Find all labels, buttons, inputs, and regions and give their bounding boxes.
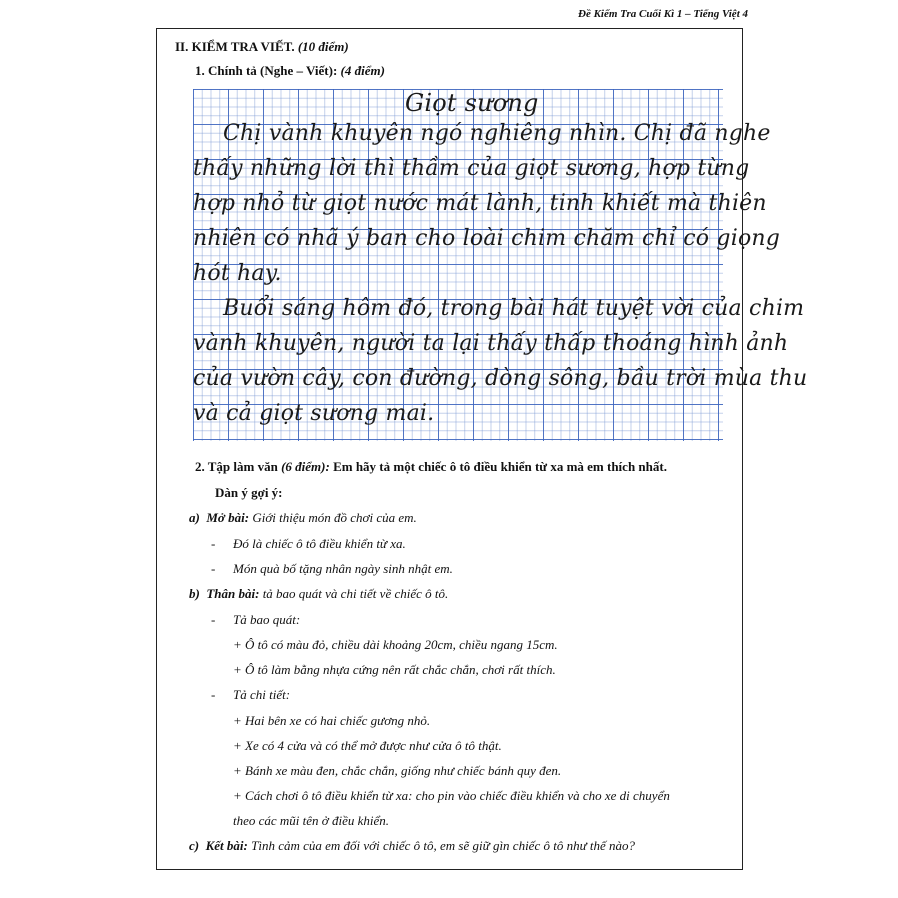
dictation-line: và cả giọt sương mai. bbox=[193, 401, 435, 426]
outline-c-label: Kết bài: bbox=[205, 838, 248, 853]
dash: - bbox=[211, 536, 216, 551]
dictation-line: Buổi sáng hôm đó, trong bài hát tuyệt vời của chim bbox=[223, 296, 805, 321]
outline-a-marker: a) bbox=[189, 510, 200, 525]
outline-b-text: tả bao quát và chi tiết về chiếc ô tô. bbox=[262, 586, 449, 601]
outline-b-detail-item: + Cách chơi ô tô điều khiển từ xa: cho pin vào chiếc điều khiển và cho xe di chuyển bbox=[233, 788, 670, 803]
part1-heading bbox=[195, 63, 385, 79]
dictation-line: vành khuyên, người ta lại thấy thấp thoáng hình ảnh bbox=[193, 331, 789, 356]
outline-b-general-item: + Ô tô làm bằng nhựa cứng nên rất chắc chắn, chơi rất thích. bbox=[233, 662, 556, 677]
outline-a-item: Món quà bố tặng nhân ngày sinh nhật em. bbox=[233, 561, 453, 576]
part2-prompt: Em hãy tả một chiếc ô tô điều khiển từ xa mà em thích nhất. bbox=[333, 459, 667, 474]
dash: - bbox=[211, 612, 216, 627]
part1-points: (4 điểm) bbox=[340, 63, 385, 78]
handwriting-grid bbox=[193, 89, 808, 441]
dash: - bbox=[211, 561, 216, 576]
outline-b-detail-item: theo các mũi tên ở điều khiển. bbox=[233, 813, 390, 828]
page-header: Đề Kiểm Tra Cuối Kì 1 – Tiếng Việt 4 bbox=[578, 8, 748, 20]
section-title-text: II. KIỂM TRA VIẾT. bbox=[175, 39, 295, 54]
exam-page bbox=[156, 28, 808, 870]
outline-b-detail-item: + Xe có 4 cửa và có thể mở được như cửa ô tô thật. bbox=[233, 738, 502, 753]
dash: - bbox=[211, 687, 216, 702]
outline-c bbox=[189, 838, 635, 854]
section-title bbox=[175, 39, 349, 55]
outline-b bbox=[189, 586, 448, 602]
outline-b-general: Tả bao quát: bbox=[233, 612, 301, 627]
dictation-title: Giọt sương bbox=[405, 89, 539, 117]
dictation-line: nhiên có nhã ý ban cho loài chim chăm chỉ có giọng bbox=[193, 226, 781, 251]
section-points: (10 điểm) bbox=[297, 39, 349, 54]
part2-points: (6 điểm): bbox=[281, 459, 330, 474]
outline-label: Dàn ý gợi ý: bbox=[215, 485, 283, 500]
dictation-line: thấy những lời thì thầm của giọt sương, hợp từng bbox=[193, 156, 750, 181]
part2-label: 2. Tập làm văn bbox=[195, 459, 278, 474]
dictation-line: Chị vành khuyên ngó nghiêng nhìn. Chị đã nghe bbox=[223, 121, 771, 146]
outline-a-item: Đó là chiếc ô tô điều khiển từ xa. bbox=[233, 536, 406, 551]
dictation-line: của vườn cây, con đường, dòng sông, bầu trời mùa thu bbox=[193, 366, 808, 391]
outline-c-text: Tình cảm của em đối với chiếc ô tô, em sẽ giữ gìn chiếc ô tô như thế nào? bbox=[251, 838, 636, 853]
outline-c-marker: c) bbox=[189, 838, 200, 853]
outline-a bbox=[189, 510, 417, 526]
outline-b-label: Thân bài: bbox=[206, 586, 260, 601]
outline-b-detail: Tả chi tiết: bbox=[233, 687, 291, 702]
outline-a-text: Giới thiệu món đồ chơi của em. bbox=[252, 510, 417, 525]
dictation-line: hót hay. bbox=[193, 261, 282, 286]
outline-b-detail-item: + Hai bên xe có hai chiếc gương nhỏ. bbox=[233, 713, 431, 728]
outline-b-general-item: + Ô tô có màu đỏ, chiều dài khoảng 20cm, chiều ngang 15cm. bbox=[233, 637, 558, 652]
outline-a-label: Mở bài: bbox=[206, 510, 250, 525]
outline-b-marker: b) bbox=[189, 586, 200, 601]
part2-heading bbox=[195, 459, 667, 475]
outline-b-detail-item: + Bánh xe màu đen, chắc chắn, giống như chiếc bánh quy đen. bbox=[233, 763, 562, 778]
dictation-line: hợp nhỏ từ giọt nước mát lành, tinh khiết mà thiên bbox=[193, 191, 767, 216]
part1-label: 1. Chính tả (Nghe – Viết): bbox=[195, 63, 338, 78]
